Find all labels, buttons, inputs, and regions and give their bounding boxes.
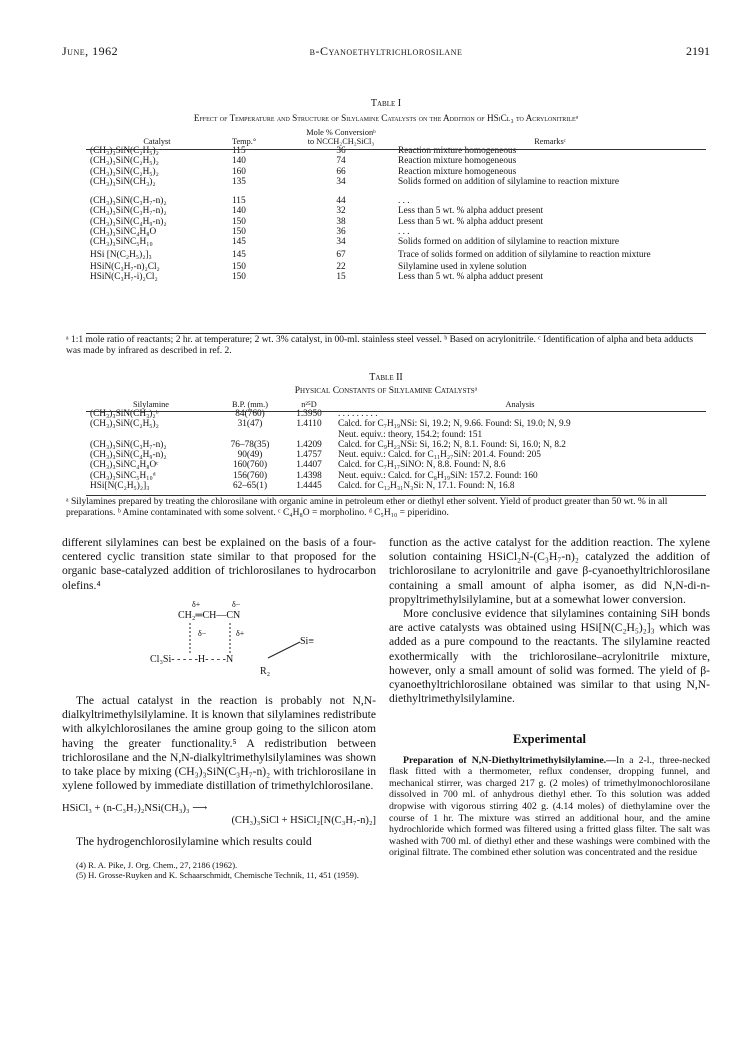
t1-catalyst: (CH₃)₃SiN(CH₃)₂ <box>90 176 156 187</box>
t2-col-n: n²⁵D <box>301 400 317 409</box>
t2-silylamine: (CH₃)₃SiN(C₄H₉-n)₂ <box>90 450 167 461</box>
t2-silylamine: (CH₃)₃SiNC₅H₁₀ᵈ <box>90 470 156 481</box>
t2-analysis: Calcd. for C₉H₂₃NSi: Si, 16.2; N, 8.1. Found: Si, 16.0; N, 8.2 <box>338 439 566 450</box>
table1-footnote: ᵃ 1:1 mole ratio of reactants; 2 hr. at temperature; 2 wt. 3% catalyst, in 00-ml. stainless steel vessel. ᵇ Based on acrylonitrile. ᶜ Identification of alpha and beta adducts was made by infrared as described in ref. 2. <box>66 335 694 356</box>
t1-temp: 150 <box>232 272 246 283</box>
t1-conversion: 34 <box>336 237 346 248</box>
t1-catalyst: HSiN(C₃H₇-i)₂Cl₂ <box>90 272 158 283</box>
t2-analysis: Neut. equiv.: Calcd. for C₈H₁₉SiN: 157.2. Found: 160 <box>338 470 538 481</box>
left-column-cont <box>62 694 376 881</box>
t1-conversion: 36 <box>336 227 346 238</box>
t2-analysis: Neut. equiv.: theory, 154.2; found: 151 <box>338 429 483 440</box>
table1-row <box>86 260 706 272</box>
t1-temp: 115 <box>232 196 246 207</box>
left-paragraph-2: The actual catalyst in the reaction is probably not N,N-dialkyltrimethylsilylamine. It is known that silylamines redistribute with alkylchlorosilanes the amine group going to the silicon atom having the greater functionality.⁵ A redistribution between trichlorosilane and the N,N-dialkyltrimethylsilylamines was shown to take place by mixing (CH₃)₃SiN(C₃H₇-n)₂ with trichlorosilane in xylene followed by immediate distillation of trimethylchlorosilane. <box>62 694 376 793</box>
left-paragraph-3: The hydrogenchlorosilylamine which results could <box>76 835 312 849</box>
experimental-heading: Experimental <box>513 732 586 747</box>
t2-boiling-point: 90(49) <box>237 450 263 461</box>
table1-row <box>86 227 706 237</box>
t2-refractive-index: 1.4445 <box>296 481 322 492</box>
left-paragraph-1: different silylamines can best be explained on the basis of a four-centered cyclic transition state similar to that proposed for the organic base-catalyzed addition of trichlorosilanes to hydrocarbon olefins.⁴ <box>62 536 376 592</box>
t1-catalyst: (CH₃)₃SiN(C₂H₅)₂ <box>90 166 159 177</box>
t1-col-temp: Temp.° <box>232 137 257 146</box>
t1-temp: 135 <box>232 176 246 187</box>
t1-remarks: Solids formed on addition of silylamine to reaction mixture <box>398 237 620 248</box>
t1-temp: 150 <box>232 216 246 227</box>
scheme-acrylonitrile: CH₂═CH—CN <box>178 610 241 621</box>
t2-boiling-point: 76–78(35) <box>230 439 270 450</box>
t2-refractive-index: 1.4407 <box>296 460 322 471</box>
t1-catalyst: (CH₃)₃SiNC₅H₁₀ <box>90 237 153 248</box>
table2-header-rule <box>86 411 706 412</box>
table2-bottom-rule <box>86 495 706 496</box>
t1-remarks: Silylamine used in xylene solution <box>398 261 527 272</box>
table2-row <box>86 450 706 460</box>
t1-conversion: 15 <box>336 272 346 283</box>
right-column <box>389 536 710 859</box>
t1-conversion: 32 <box>336 206 346 217</box>
t2-boiling-point: 62–65(1) <box>232 481 268 492</box>
table1 <box>86 128 706 283</box>
t2-boiling-point: 160(760) <box>232 460 268 471</box>
right-paragraph-1: function as the active catalyst for the addition reaction. The xylene solution containing HSiCl₂N-(C₃H₇-n)₂ catalyzed the addition of trichlorosilane to acrylonitrile and gave β-cyanoethyltrichlorosilane containing a small amount of alpha isomer, as did N,N-di-n-propyltrimethylsilylamine, but at a somewhat lower conversion. <box>389 536 710 606</box>
t2-refractive-index: 1.4757 <box>296 450 322 461</box>
t2-analysis: Calcd. for C₇H₁₇SiNO: N, 8.8. Found: N, 8.6 <box>338 460 506 471</box>
t2-analysis: Calcd. for C₁₂H₃₁N₃Si: N, 17.1. Found: N, 16.8 <box>338 481 515 492</box>
t1-temp: 150 <box>232 261 246 272</box>
t1-conversion: 67 <box>336 249 346 260</box>
scheme-delta-minus-top: δ− <box>232 600 241 609</box>
t1-col-conv1: Mole % Conversionᵇ <box>306 128 376 137</box>
t1-catalyst: (CH₃)₃SiN(C₃H₇-n)₂ <box>90 206 167 217</box>
right-paragraph-2: More conclusive evidence that silylamines containing SiH bonds are active catalysts was obtained using HSi[N(C₂H₅)₂]₃ which was added as a pure compound to the reactants. The silylamine reacted exothermically with the trichlorosilane–acrylonitrile mixture, however, only a small amount of solid was formed. The yield of β-cyanoethyltrichlorosilane obtained was similar to that using N,N-diethyltrimethylsilylamine. <box>389 607 710 706</box>
scheme-delta-minus-mid: δ− <box>198 629 207 638</box>
table2-row <box>86 460 706 470</box>
t2-analysis: Calcd. for C₇H₁₉NSi: Si, 19.2; N, 9.66. Found: Si, 19.0; N, 9.9 <box>338 419 571 430</box>
t1-col-conv2: to NCCH₂CH₂SiCl₃ <box>307 137 375 146</box>
t1-remarks: Less than 5 wt. % alpha adduct present <box>398 206 544 217</box>
reference-4: (4) R. A. Pike, J. Org. Chem., 27, 2186 (1962). <box>76 859 238 870</box>
t1-temp: 160 <box>232 166 246 177</box>
t2-col-bp: B.P. (mm.) <box>232 400 268 409</box>
t1-temp: 115 <box>232 146 246 156</box>
t1-remarks: Trace of solids formed on addition of silylamine to reaction mixture <box>398 249 651 260</box>
t1-remarks: . . . <box>398 227 410 238</box>
t1-remarks: Less than 5 wt. % alpha adduct present <box>398 272 544 283</box>
table2-title: Physical Constants of Silylamine Catalystsᵃ <box>294 386 478 396</box>
t1-conversion: 36 <box>336 146 346 156</box>
t2-silylamine: HSi[N(C₂H₅)₂]₃ <box>90 481 150 492</box>
reference-5: (5) H. Grosse-Ruyken and K. Schaarschmidt, Chemische Technik, 11, 451 (1959). <box>76 870 359 881</box>
t2-col-analysis: Analysis <box>505 400 535 409</box>
t2-silylamine <box>86 430 216 440</box>
issue-date: June, 1962 <box>62 44 119 58</box>
t1-remarks: Solids formed on addition of silylamine to reaction mixture <box>398 176 620 187</box>
t1-catalyst: HSi [N(C₂H₅)₂]₃ <box>90 249 152 260</box>
table2-row <box>86 440 706 450</box>
scheme-silicon: Si≡ <box>300 636 314 647</box>
table2-row <box>86 430 706 440</box>
t1-remarks: . . . <box>398 196 410 207</box>
scheme-delta-plus-top: δ+ <box>192 600 201 609</box>
t1-conversion: 22 <box>336 261 346 272</box>
t1-temp: 140 <box>232 206 246 217</box>
page-number: 2191 <box>686 44 710 58</box>
t1-conversion: 44 <box>336 196 346 207</box>
table1-row <box>86 248 706 260</box>
t2-refractive-index <box>284 430 334 440</box>
transition-state-scheme <box>150 598 340 678</box>
t1-col-catalyst: Catalyst <box>143 137 171 146</box>
t2-refractive-index: 1.4110 <box>296 419 322 430</box>
table1-row <box>86 217 706 227</box>
t2-silylamine: (CH₃)₃SiNC₄H₈Oᶜ <box>90 460 159 471</box>
table2 <box>86 400 706 491</box>
table1-row <box>86 177 706 187</box>
t2-boiling-point: 156(760) <box>232 470 268 481</box>
table1-row <box>86 206 706 216</box>
t1-conversion: 38 <box>336 216 346 227</box>
t1-catalyst: HSiN(C₃H₇-n)₂Cl₂ <box>90 261 160 272</box>
table1-bottom-rule <box>86 333 706 334</box>
table2-row <box>86 471 706 481</box>
table2-label: Table II <box>369 372 403 383</box>
t1-conversion: 74 <box>336 156 346 167</box>
t1-temp: 145 <box>232 249 246 260</box>
table1-row <box>86 187 706 206</box>
table1-title: Effect of Temperature and Structure of Silylamine Catalysts on the Addition of HSiCl₃ to Acrylonitrileᵃ <box>193 113 579 123</box>
left-column <box>62 536 376 593</box>
table1-row <box>86 272 706 282</box>
t2-refractive-index: 1.3950 <box>296 409 322 419</box>
table1-row <box>86 237 706 247</box>
t2-silylamine: (CH₃)₃SiN(C₂H₅)₂ <box>90 419 159 430</box>
t1-temp: 140 <box>232 156 246 167</box>
t1-catalyst: (CH₃)₃SiN(C₃H₇-n)₂ <box>90 196 167 207</box>
t2-analysis: . . . . . . . . . <box>338 409 378 419</box>
t2-boiling-point: 84(760) <box>235 409 265 419</box>
equation-line-1: HSiCl₃ + (n-C₃H₇)₂NSi(CH₃)₃ ⟶ <box>62 803 208 815</box>
experimental-body: In a 2-l., three-necked flask fitted with a thermometer, reflux condenser, dropping funnel, and mechanical stirrer, was charged 217 g. (2 moles) of trimethylmonochlorosilane dissolved in 700 ml. of anhydrous diethyl ether. To this solution was added dropwise with vigorous stirring 402 g. (4.14 moles) of diethylamine over the course of 1 hr. The mixture was stirred an additional hour, and the amine hydrochloride which formed was filtered using a fritted glass filter. The salt was washed with 700 ml. of diethyl ether and these washings were combined with the original filtrate. The combined ether solution was concentrated and the residue <box>389 754 710 859</box>
t1-remarks: Less than 5 wt. % alpha adduct present <box>398 216 544 227</box>
t1-catalyst: (CH₃)₃SiN(C₄H₉-n)₂ <box>90 216 167 227</box>
equation-line-2: (CH₃)₃SiCl + HSiCl₂[N(C₃H₇-n)₂] <box>231 815 376 827</box>
table1-row <box>86 156 706 166</box>
experimental-subheading: Preparation of N,N-Diethyltrimethylsilylamine.— <box>403 754 616 766</box>
table1-row <box>86 167 706 177</box>
t1-remarks: Reaction mixture homogeneous <box>398 146 517 156</box>
t2-silylamine: (CH₃)₃SiN(C₃H₇-n)₂ <box>90 439 167 450</box>
t1-catalyst: (CH₃)₃SiN(C₂H₅)₂ <box>90 156 159 167</box>
table1-row <box>86 146 706 156</box>
t1-remarks: Reaction mixture homogeneous <box>398 156 517 167</box>
t1-temp: 145 <box>232 237 246 248</box>
t1-catalyst: (CH₃)₃SiN(C₂H₅)₂ <box>90 146 159 156</box>
t2-silylamine: (CH₃)₃SiN(CH₃)₂ᵇ <box>90 409 159 419</box>
running-title: β-Cyanoethyltrichlorosilane <box>309 44 463 58</box>
table1-label: Table I <box>370 98 402 109</box>
t1-catalyst: (CH₃)₃SiNC₄H₈O <box>90 227 157 238</box>
t1-remarks: Reaction mixture homogeneous <box>398 166 517 177</box>
table2-footnote: ᵃ Silylamines prepared by treating the chlorosilane with organic amine in petroleum ether or diethyl ether solvent. Yield of product greater than 50 wt. % in all preparations. ᵇ Amine contaminated with some solvent. ᶜ C₄H₈O = morpholino. ᵈ C₅H₁₀ = piperidino. <box>66 497 668 518</box>
table2-row <box>86 481 706 491</box>
t2-col-silylamine: Silylamine <box>133 400 169 409</box>
t2-refractive-index: 1.4398 <box>296 470 322 481</box>
scheme-trichlorosilyl: Cl₃Si- - - - -H- - - -N <box>150 654 234 665</box>
t2-boiling-point: 31(47) <box>237 419 263 430</box>
t1-col-remarks: Remarksᶜ <box>534 137 566 146</box>
scheme-delta-plus-mid: δ+ <box>236 629 245 638</box>
t2-boiling-point <box>216 430 284 440</box>
t1-conversion: 66 <box>336 166 346 177</box>
scheme-r2: R₂ <box>260 666 271 677</box>
table2-row <box>86 419 706 429</box>
table1-header-rule <box>86 149 706 150</box>
t2-analysis: Neut. equiv.: Calcd. for C₁₁H₂₇SiN: 201.4. Found: 205 <box>338 450 541 461</box>
t1-temp: 150 <box>232 227 246 238</box>
t2-refractive-index: 1.4209 <box>296 439 322 450</box>
t1-conversion: 34 <box>336 176 346 187</box>
